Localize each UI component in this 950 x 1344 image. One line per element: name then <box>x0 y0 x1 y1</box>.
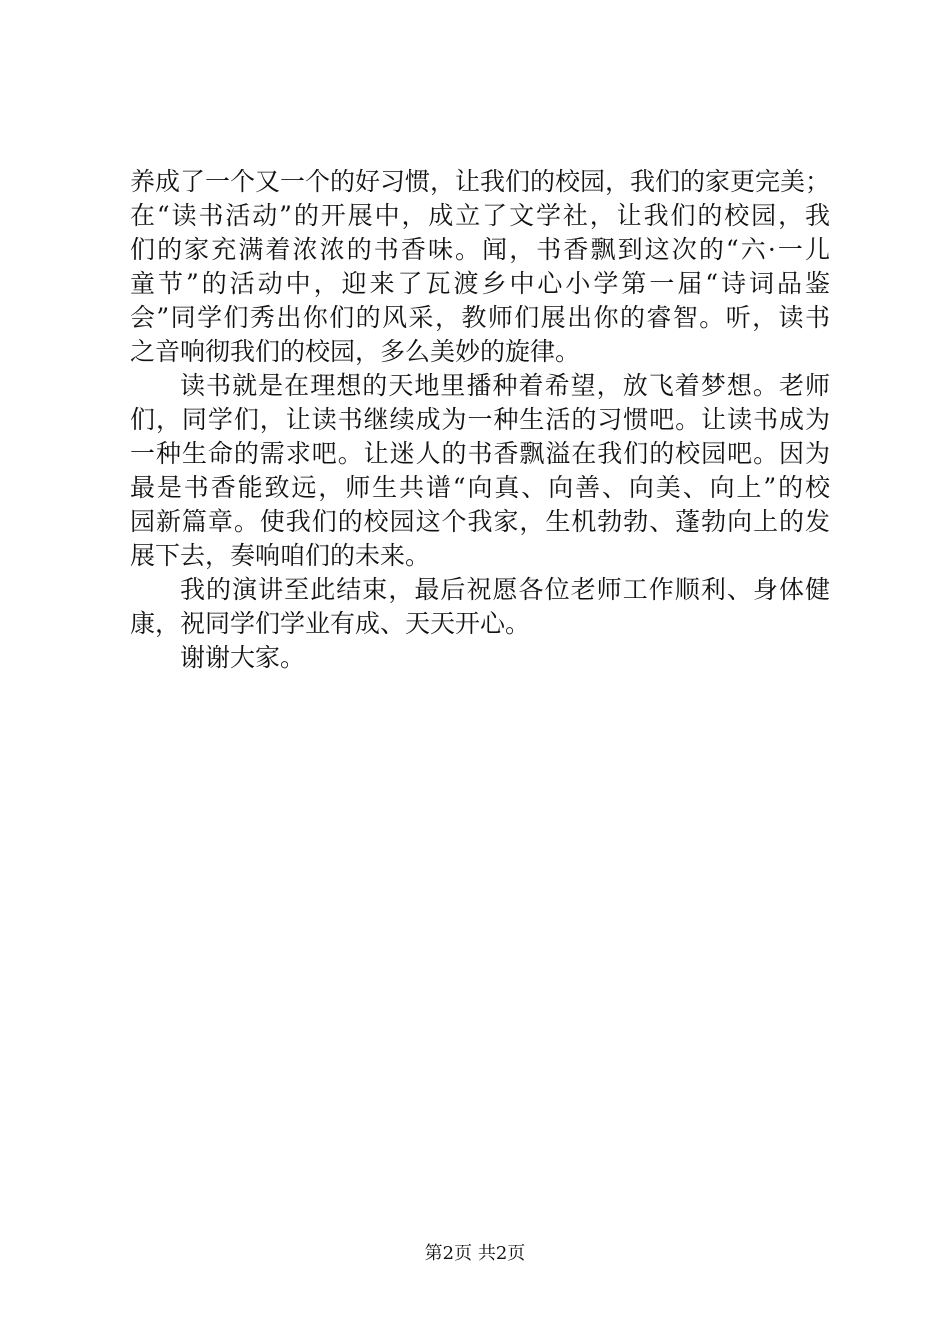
text-line: 会”同学们秀出你们的风采，教师们展出你的睿智。听，读书 <box>130 303 830 332</box>
page-footer: 第2页 共2页 <box>424 1243 526 1264</box>
text-line: 读书就是在理想的天地里播种着希望，放飞着梦想。老师 <box>180 371 830 400</box>
text-line: 康，祝同学们学业有成、天天开心。 <box>130 609 531 638</box>
text-line: 一种生命的需求吧。让迷人的书香飘溢在我们的校园吧。因为 <box>130 439 830 468</box>
text-line: 在“读书活动”的开展中，成立了文学社，让我们的校园，我 <box>130 201 830 230</box>
text-line: 我的演讲至此结束，最后祝愿各位老师工作顺利、身体健 <box>180 575 830 604</box>
text-line: 童节”的活动中，迎来了瓦渡乡中心小学第一届“诗词品鉴 <box>130 269 830 298</box>
text-line: 养成了一个又一个的好习惯，让我们的校园，我们的家更完美； <box>130 167 831 196</box>
text-line: 之音响彻我们的校园，多么美妙的旋律。 <box>130 337 581 366</box>
text-line: 们，同学们，让读书继续成为一种生活的习惯吧。让读书成为 <box>130 405 830 434</box>
speech-body <box>130 165 830 675</box>
text-line: 谢谢大家。 <box>180 643 306 672</box>
text-line: 园新篇章。使我们的校园这个我家，生机勃勃、蓬勃向上的发 <box>130 507 830 536</box>
text-line: 最是书香能致远，师生共谱“向真、向善、向美、向上”的校 <box>130 473 830 502</box>
text-line: 们的家充满着浓浓的书香味。闻，书香飘到这次的“六·一儿 <box>130 235 830 264</box>
text-line: 展下去，奏响咱们的未来。 <box>130 541 431 570</box>
